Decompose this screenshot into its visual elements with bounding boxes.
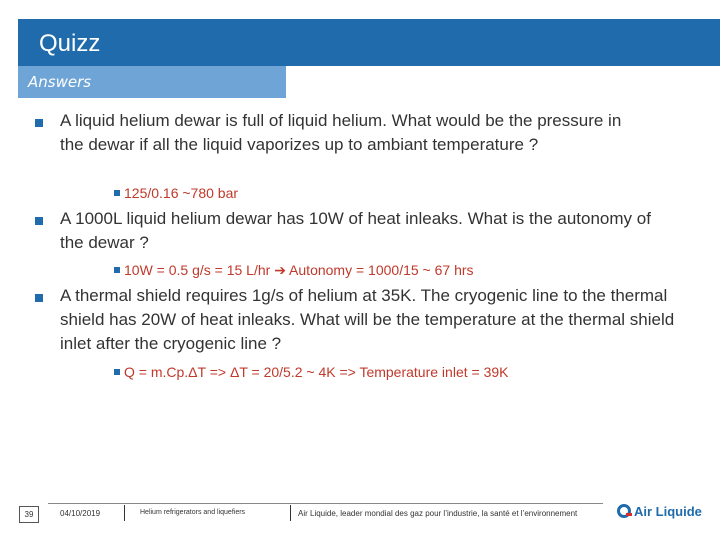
answer-2-part-a: 10W = 0.5 g/s = 15 L/hr: [124, 262, 275, 278]
footer-divider: [48, 503, 603, 504]
logo-text: Air Liquide: [634, 504, 702, 519]
answer-2-part-b: Autonomy = 1000/15 ~ 67 hrs: [285, 262, 474, 278]
question-1-text: A liquid helium dewar is full of liquid helium. What would be the pressure in the dewar if all the liquid vaporizes up to ambiant temperature ?: [60, 111, 622, 154]
footer-tagline: Air Liquide, leader mondial des gaz pour l’industrie, la santé et l’environnement: [298, 509, 578, 518]
bullet-icon: [114, 267, 120, 273]
bullet-icon: [114, 369, 120, 375]
footer-course: Helium refrigerators and liquefiers: [140, 509, 246, 516]
question-2-text: A 1000L liquid helium dewar has 10W of heat inleaks. What is the autonomy of the dewar ?: [60, 209, 651, 252]
page-number: 39: [19, 506, 39, 523]
logo-mark-icon: [617, 504, 631, 518]
footer-date: 04/10/2019: [60, 509, 101, 518]
question-3-text: A thermal shield requires 1g/s of helium at 35K. The cryogenic line to the thermal shield has 20W of heat inleaks. What will be the temperature at the thermal shield inlet after the cryogenic line ?: [60, 286, 675, 353]
bullet-icon: [35, 294, 43, 302]
section-subheader: [18, 66, 286, 98]
answer-3-text: Q = m.Cp.ΔT => ΔT = 20/5.2 ~ 4K => Temperature inlet = 39K: [124, 364, 509, 380]
bullet-icon: [35, 119, 43, 127]
answer-1-text: 125/0.16 ~780 bar: [124, 185, 239, 201]
bullet-icon: [35, 217, 43, 225]
slide-title: Quizz: [39, 30, 101, 57]
slide-header: [18, 19, 720, 66]
answer-2: [124, 262, 474, 279]
right-arrow-icon: ➔: [274, 262, 286, 278]
bullet-icon: [114, 190, 120, 196]
section-subtitle: Answers: [28, 73, 92, 91]
footer-separator: [124, 505, 125, 521]
footer-separator: [290, 505, 291, 521]
